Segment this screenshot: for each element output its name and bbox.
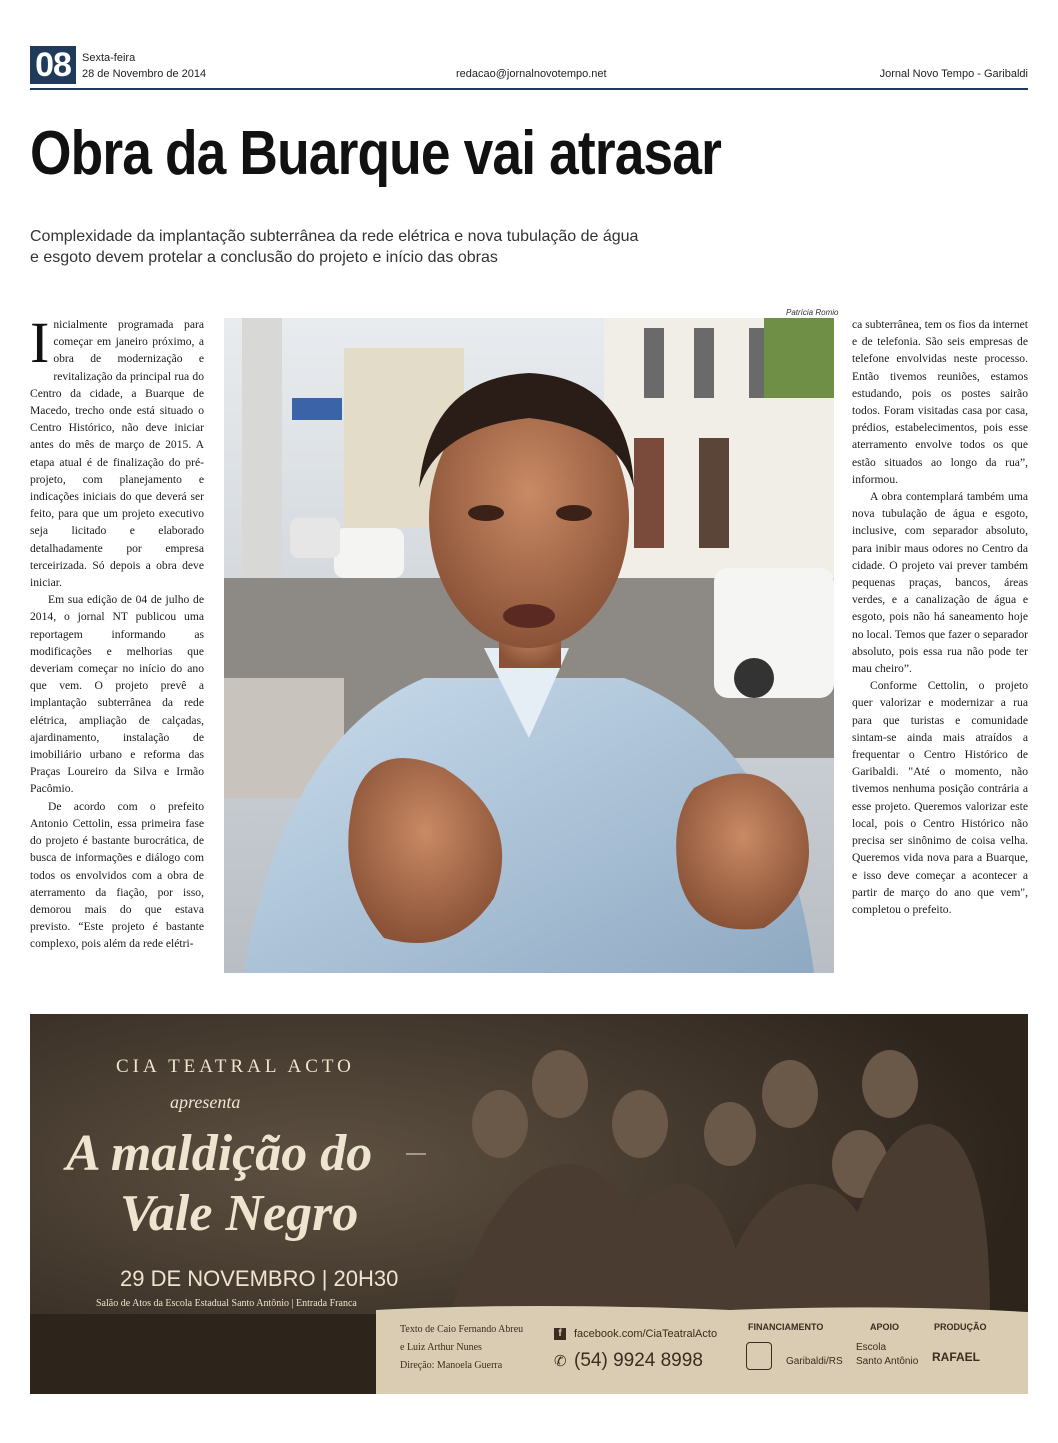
- weekday: Sexta-feira: [82, 52, 136, 64]
- paragraph: De acordo com o prefeito Antonio Cettolin, essa primeira fase do projeto é bastante burocrática, de busca de informações e diálogo com todos os envolvidos com a obra de aterramento da fiação, por isso, demorou mais do que estava previsto. “Este projeto é bastante complexo, pois além da rede elétri-: [30, 799, 204, 951]
- credit-line: Direção: Manoela Guerra: [400, 1360, 503, 1371]
- phone-number[interactable]: (54) 9924 8998: [574, 1350, 703, 1371]
- producer-name: RAFAEL: [932, 1350, 980, 1364]
- subheadline: Complexidade da implantação subterrânea da rede elétrica e nova tubulação de água e esgoto devem protelar a conclusão do projeto e início das obras: [30, 228, 639, 266]
- photo-credit: Patrícia Romio: [786, 308, 839, 317]
- article-column-1: [30, 310, 204, 953]
- paragraph: Em sua edição de 04 de julho de 2014, o jornal NT publicou uma reportagem informando as modificações e melhorias que deveriam começar no início do ano que vem. O projeto prevê a implantação subterrânea da rede elétrica, ampliação de calçadas, ajardinamento, instalação de imobiliário urbano e reforma das Praças Loureiro da Silva e Irmão Pacômio.: [30, 593, 204, 796]
- article-column-3: [852, 316, 1028, 918]
- theater-company: CIA TEATRAL ACTO: [116, 1056, 355, 1077]
- sponsor-name: Garibaldi/RS: [786, 1356, 843, 1367]
- issue-date: 28 de Novembro de 2014: [82, 68, 207, 80]
- play-title-line-2: Vale Negro: [120, 1185, 359, 1242]
- credit-line: e Luiz Arthur Nunes: [400, 1342, 482, 1353]
- facebook-icon: f: [554, 1328, 566, 1340]
- municipal-crest-icon: [746, 1342, 772, 1370]
- paragraph: Conforme Cettolin, o projeto quer valorizar e modernizar a rua para que turistas e comunidade sintam-se ainda mais atraídos a frequentar o Centro Histórico de Garibaldi. "Até o momento, não tivemos nenhuma posição contrária a esse projeto. Queremos valorizar este local, pois o Centro Histórico não precisa ser sinônimo de coisa velha. Queremos vida nova para a Buarque, e isso deve começar a acontecer a partir de março do ano que vem", completou o prefeito.: [852, 679, 1028, 916]
- paragraph: ca subterrânea, tem os fios da internet e de telefonia. São seis empresas de telefone envolvidas neste processo. Então tivemos reuniões, estamos estudando, pois os postes sairão todos. Foram visitadas casa por casa, prédios, estabelecimentos, pois esse aterramento envolve todos os que estão situados ao longo da rua”, informou.: [852, 318, 1028, 486]
- paragraph: A obra contemplará também uma nova tubulação de água e esgoto, inclusive, com separador absoluto, para inibir maus odores no Centro da cidade. O projeto vai prever também pequenas praças, bancos, áreas verdes, e a canalização de água e esgoto, pois não há saneamento hoje no local. Temos que fazer o separador absoluto, pois essa rua não pode ter mau cheiro”.: [852, 490, 1028, 676]
- facebook-link[interactable]: facebook.com/CiaTeatralActo: [574, 1328, 718, 1340]
- support-name-line-1: Escola: [856, 1342, 887, 1353]
- theater-advertisement[interactable]: [30, 1014, 1028, 1394]
- financing-label: FINANCIAMENTO: [748, 1322, 824, 1332]
- contact-email[interactable]: redacao@jornalnovotempo.net: [456, 68, 607, 80]
- support-label: APOIO: [870, 1322, 900, 1332]
- photo-illustration: [224, 318, 834, 973]
- article-photo: [224, 318, 834, 973]
- show-venue: Salão de Atos da Escola Estadual Santo Antônio | Entrada Franca: [96, 1298, 357, 1309]
- headline: Obra da Buarque vai atrasar: [30, 119, 721, 188]
- phone-icon: ✆: [554, 1352, 567, 1370]
- header-rule: [30, 88, 1028, 90]
- play-title-line-1: A maldição do: [66, 1125, 373, 1182]
- credit-line: Texto de Caio Fernando Abreu: [400, 1324, 524, 1335]
- page-number: 08: [30, 46, 76, 84]
- show-date-time: 29 DE NOVEMBRO | 20H30: [120, 1266, 399, 1291]
- newspaper-name: Jornal Novo Tempo - Garibaldi: [879, 68, 1028, 80]
- page-header: [30, 46, 1028, 88]
- drop-cap: I: [30, 310, 50, 375]
- presents-label: apresenta: [170, 1092, 241, 1112]
- ad-info-strip: [376, 1310, 1028, 1394]
- production-label: PRODUÇÃO: [934, 1322, 987, 1332]
- paragraph: Inicialmente programada para começar em janeiro próximo, a obra de modernização e revitalização da principal rua do Centro da cidade, a Buarque de Macedo, trecho onde está situado o Centro Histórico, não deve iniciar antes do mês de março de 2015. A etapa atual é de finalização do pré-projeto, com planejamento e indicações iniciais do que deverá ser feito, para que um projeto executivo seja licitado e elaborado detalhadamente por empresa terceirizada. Só depois a obra deve iniciar.: [30, 310, 204, 590]
- support-name-line-2: Santo Antônio: [856, 1356, 919, 1367]
